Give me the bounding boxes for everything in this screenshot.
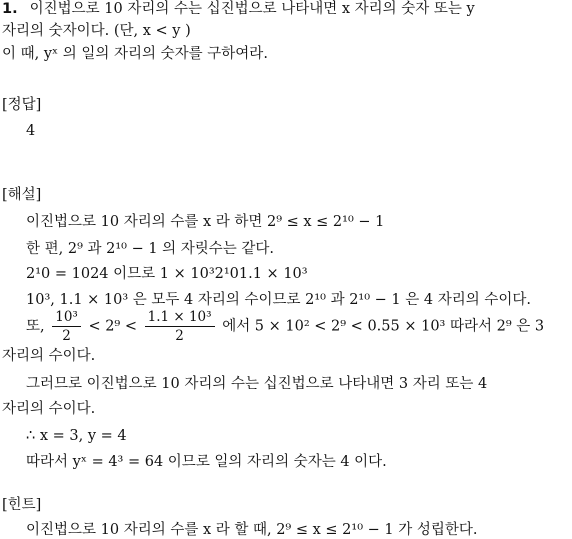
solution-line-8: 자리의 수이다. xyxy=(2,401,96,417)
solution-line-9: ∴ x = 3, y = 4 xyxy=(26,428,127,444)
problem-line-1 xyxy=(2,0,475,18)
problem-number: 1. xyxy=(2,1,18,17)
solution-line-5 xyxy=(26,309,544,344)
solution-line-5-suffix: 에서 5 × 10² < 2⁹ < 0.55 × 10³ 따라서 2⁹ 은 3 xyxy=(222,318,545,335)
solution-heading: [해설] xyxy=(2,187,42,203)
solution-line-5-prefix: 또, xyxy=(26,318,45,335)
fraction-2-numerator: 1.1 × 10³ xyxy=(145,309,215,327)
solution-line-6: 자리의 수이다. xyxy=(2,348,96,364)
solution-line-7: 그러므로 이진법으로 10 자리의 수는 십진법으로 나타내면 3 자리 또는 4 xyxy=(26,376,488,392)
problem-line-2: 자리의 숫자이다. (단, x < y ) xyxy=(2,23,191,39)
solution-line-2: 한 편, 2⁹ 과 2¹⁰ − 1 의 자릿수는 같다. xyxy=(26,241,275,257)
solution-line-5-middle: < 2⁹ < xyxy=(88,318,137,335)
solution-line-10: 따라서 yˣ = 4³ = 64 이므로 일의 자리의 숫자는 4 이다. xyxy=(26,454,387,470)
answer-heading: [정답] xyxy=(2,97,42,113)
fraction-1 xyxy=(52,309,81,344)
hint-line-1: 이진법으로 10 자리의 수를 x 라 할 때, 2⁹ ≤ x ≤ 2¹⁰ − 1 가 성립한다. xyxy=(26,522,478,538)
problem-text-1: 이진법으로 10 자리의 수는 십진법으로 나타내면 x 자리의 숫자 또는 y xyxy=(29,1,475,17)
solution-line-4: 10³, 1.1 × 10³ 은 모두 4 자리의 수이므로 2¹⁰ 과 2¹⁰ − 1 은 4 자리의 수이다. xyxy=(26,292,531,308)
solution-line-1: 이진법으로 10 자리의 수를 x 라 하면 2⁹ ≤ x ≤ 2¹⁰ − 1 xyxy=(26,214,385,230)
hint-heading: [힌트] xyxy=(2,497,42,513)
fraction-1-denominator: 2 xyxy=(62,328,71,344)
problem-line-3: 이 때, yˣ 의 일의 자리의 숫자를 구하여라. xyxy=(2,46,268,62)
answer-value: 4 xyxy=(26,123,36,139)
solution-line-3: 2¹0 = 1024 이므로 1 × 10³2¹01.1 × 10³ xyxy=(26,266,308,282)
fraction-2 xyxy=(145,309,215,344)
fraction-1-numerator: 10³ xyxy=(52,309,81,327)
fraction-2-denominator: 2 xyxy=(175,328,184,344)
